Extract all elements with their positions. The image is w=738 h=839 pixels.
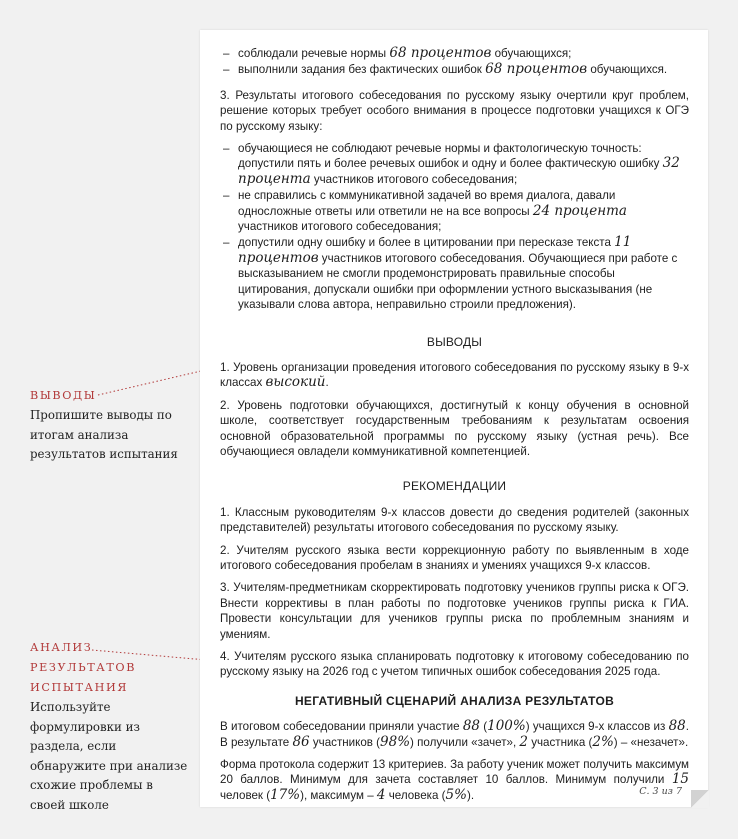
figure: 24 процента [532,202,627,219]
page-number: С. 3 из 7 [639,786,682,797]
figure: 4 [376,786,386,803]
list-item: – допустили одну ошибку и более в цитировании при пересказе текста 11 процентов участников итогового собеседования. Обучающиеся при работе с высказыванием не смогли продемонстрировать правильные способы цитирования, допускали ошибки при оформлении устного высказывания (не указывали слова автора, неправильно строили предложения). [220,235,689,312]
side-note-text: Пропишите выводы по итогам анализа результатов испытания [30,408,178,462]
recommendation-2: 2. Учителям русского языка вести коррекционную работу по выявленным в ходе итогового собеседования пробелам в знаниях и умениях учащихся 9-х классов. [220,543,689,572]
side-note-title-line: РЕЗУЛЬТАТОВ [30,661,137,674]
emphasis: высокий [265,374,326,391]
figure: 68 процентов [485,61,588,78]
side-note-analysis [30,638,190,816]
figure: 2 [519,733,528,750]
side-note-title-line: АНАЛИЗ [30,641,93,654]
figure: 86 [292,733,310,750]
recommendation-1: 1. Классным руководителям 9-х классов довести до сведения родителей (законных представителей) результаты итогового собеседования по русскому языку. [220,505,689,535]
conclusion-2: 2. Уровень подготовки обучающихся, достигнутый к концу обучения в основной школе, соответствует государственным требованиям к результатам освоения основной образовательной программы по русскому языку (устная речь). Все обучающиеся овладели коммуникативной компетенцией. [220,398,689,458]
figure: 88 [462,718,480,735]
figure: 32 процента [238,155,680,187]
side-note-title-line: ИСПЫТАНИЯ [30,681,128,694]
page-content [220,46,689,810]
recommendation-4: 4. Учителям русского языка спланировать подготовку к итоговому собеседованию по русскому языку на 2026 год с учетом типичных ошибок собеседования 2025 года. [220,650,689,679]
list-item: – соблюдали речевые нормы 68 процентов обучающихся; [220,46,689,61]
figure: 17% [270,786,301,803]
figure: 15 [671,771,689,788]
conclusions-heading: ВЫВОДЫ [426,334,483,349]
figure: 68 процентов [389,45,492,61]
document-page [200,30,708,807]
list-item: – выполнили задания без фактических ошибок 68 процентов обучающихся. [220,62,689,77]
figure: 100% [487,718,526,735]
side-note-title: ВЫВОДЫ [30,389,97,402]
top-list [220,46,689,78]
recommendation-3: 3. Учителям-предметникам скорректировать подготовку учеников группы риска к ОГЭ. Внести коррективы в план работы по подготовке учеников группы риска к ГИА. Провести консультации для учеников группы риска по проблемным знаниям и умениям. [220,581,689,641]
figure: 88 [668,718,686,735]
point-3-intro: 3. Результаты итогового собеседования по русскому языку очертили круг проблем, решение которых требует особого внимания в процессе подготовки учащихся к ОГЭ по русскому языку: [220,88,689,133]
page-fold-corner [691,790,709,808]
side-note-conclusions [30,386,190,465]
figure: 5% [445,786,467,803]
negative-paragraph-2: Форма протокола содержит 13 критериев. За работу ученик может получить максимум 20 баллов. Минимум для зачета составляет 10 баллов. Минимум получили 15 человек (17%), максимум – 4 человека (5%). [220,758,689,803]
figure: 11 процентов [238,234,632,266]
negative-paragraph-1: В итоговом собеседовании приняли участие 88 (100%) учащихся 9-х классов из 88. В результате 86 участников (98%) получили «зачет», 2 участника (2%) – «незачет». [220,718,689,750]
figure: 98% [380,733,411,750]
list-item: – не справились с коммуникативной задачей во время диалога, давали односложные ответы или ответили не на все вопросы 24 процента участников итогового собеседования; [220,188,689,234]
side-note-text: Используйте формулировки из раздела, если обнаружите при анализе схожие проблемы в своей школе [30,700,188,812]
negative-scenario-heading: НЕГАТИВНЫЙ СЦЕНАРИЙ АНАЛИЗА РЕЗУЛЬТАТОВ [294,693,615,708]
figure: 2% [592,733,614,750]
problems-list [220,141,689,312]
conclusion-1: 1. Уровень организации проведения итогового собеседования по русскому языку в 9-х классах высокий. [220,360,689,391]
list-item: – обучающиеся не соблюдают речевые нормы и фактологическую точность: допустили пять и более речевых ошибок и одну и более фактическую ошибку 32 процента участников итогового собеседования; [220,141,689,187]
recommendations-heading: РЕКОМЕНДАЦИИ [402,479,507,494]
